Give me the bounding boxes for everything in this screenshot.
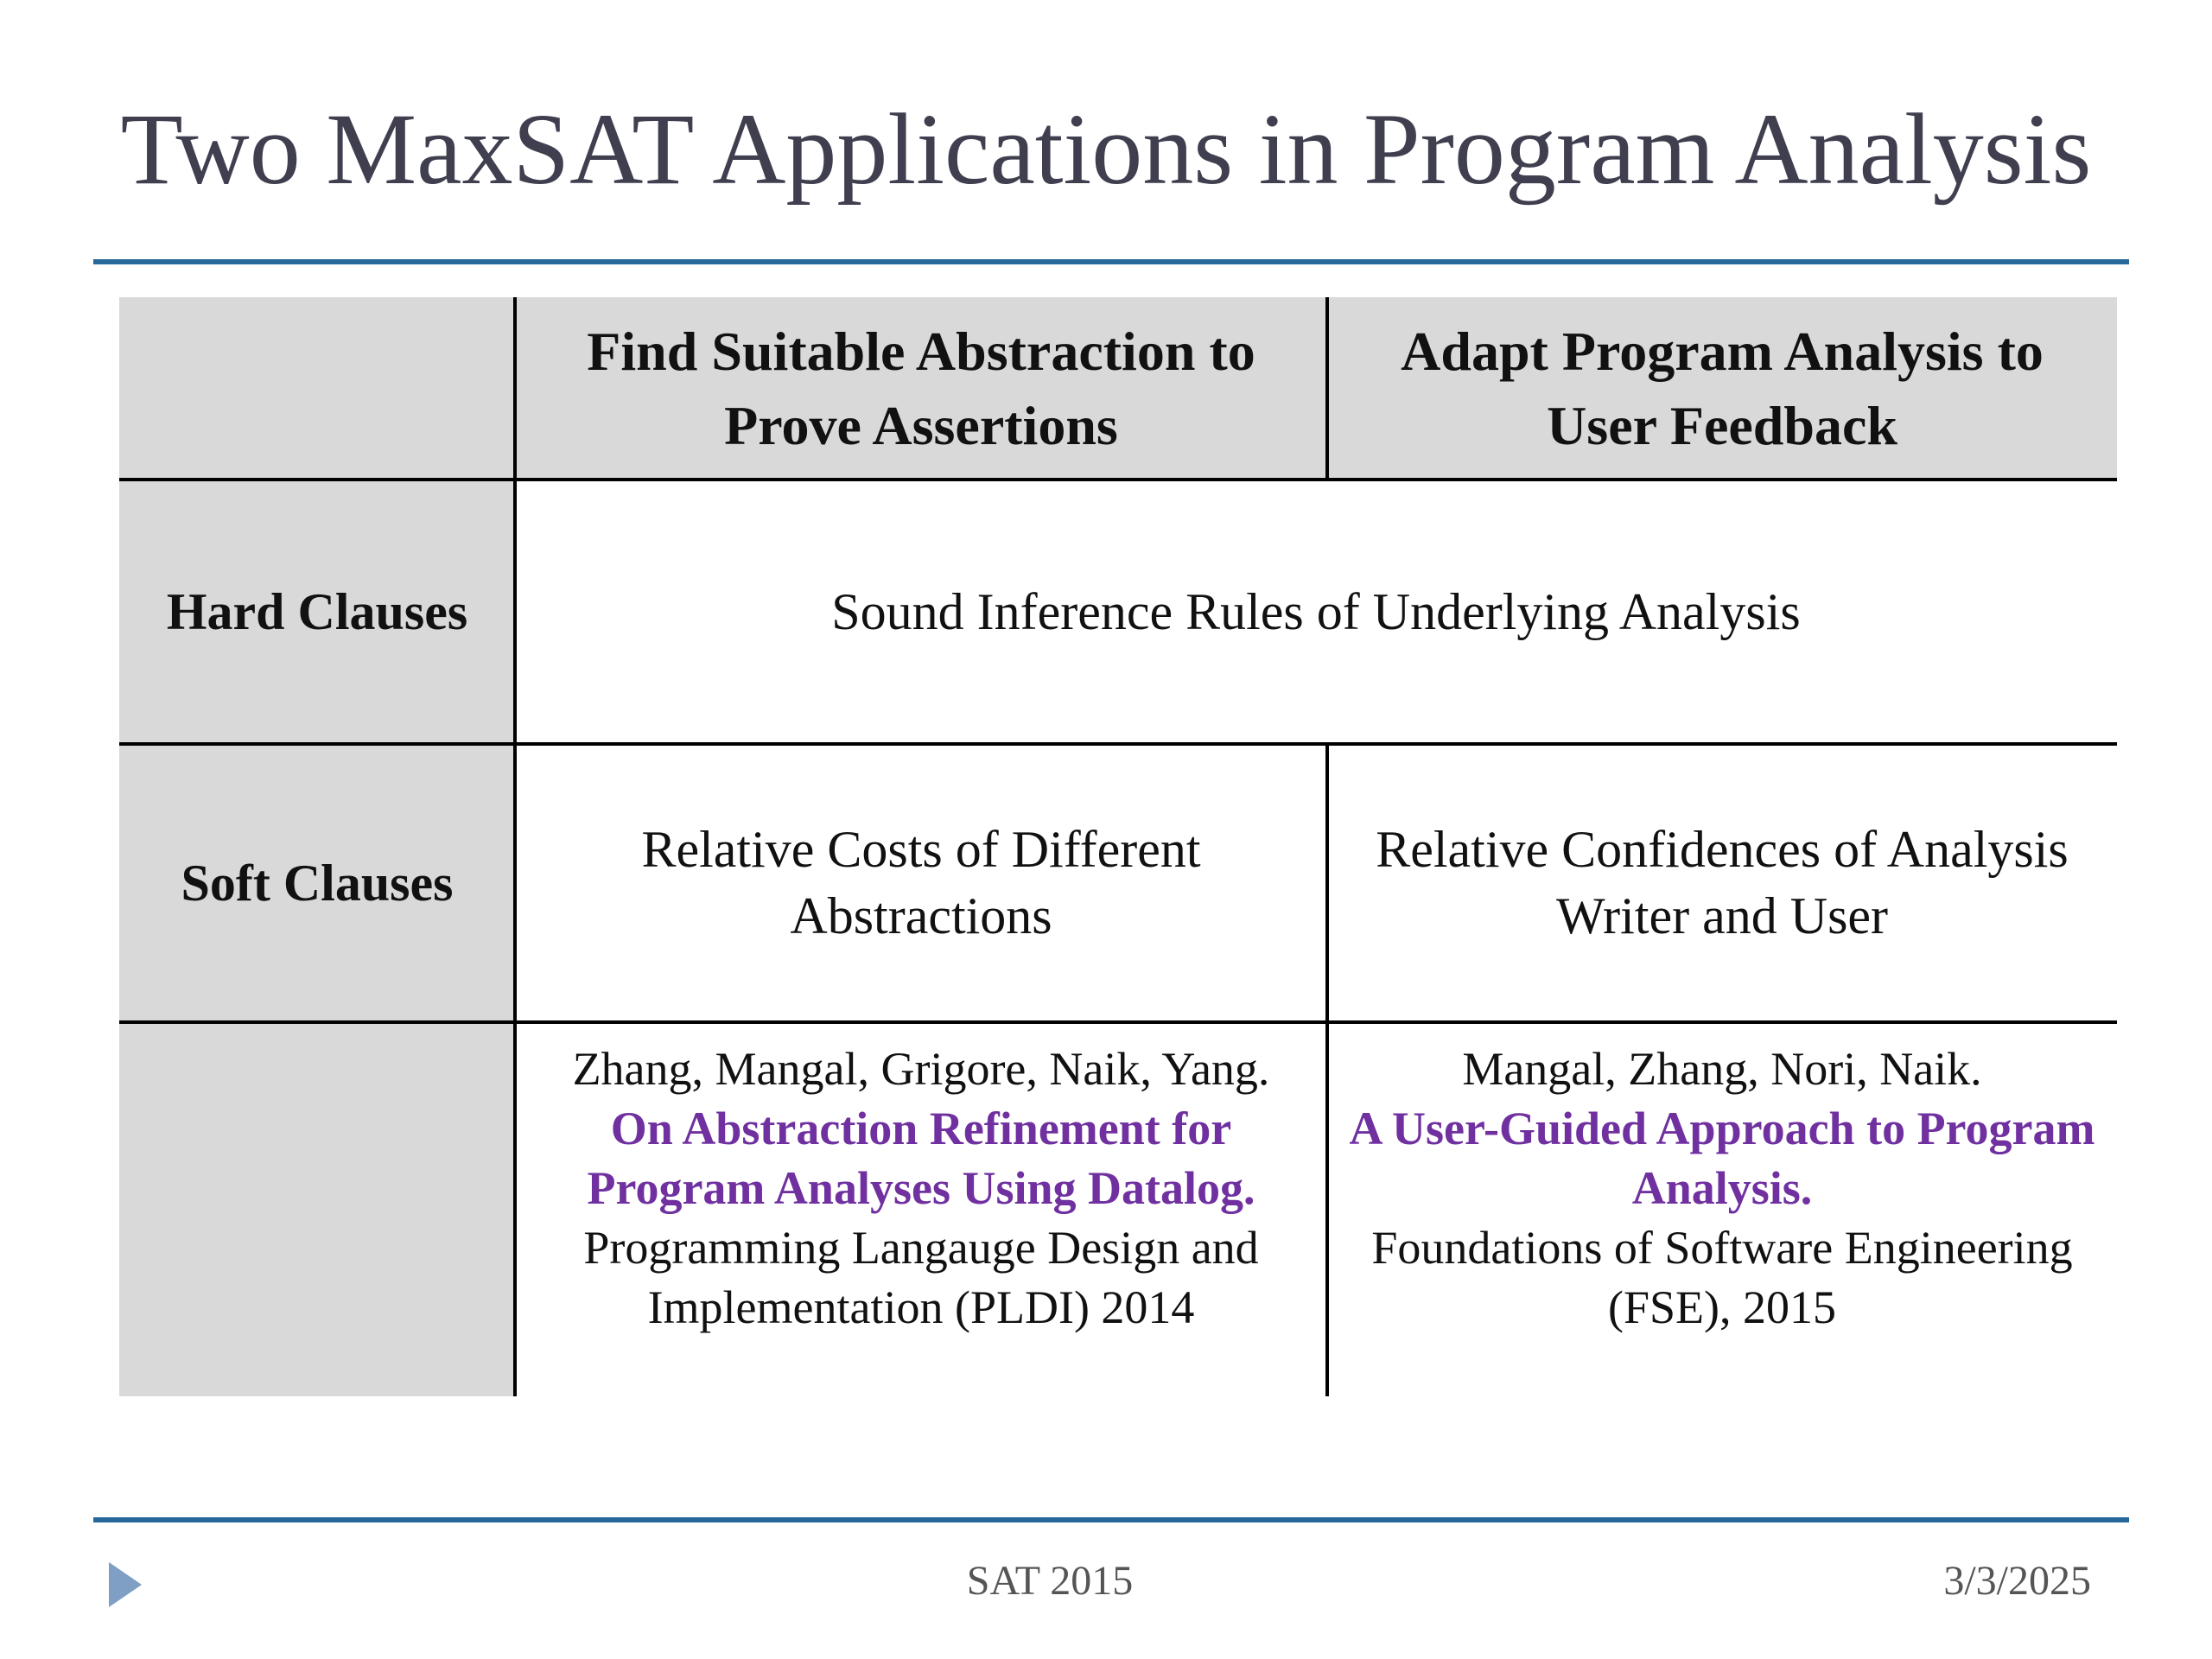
table-line	[119, 742, 2117, 746]
footer-date: 3/3/2025	[1943, 1558, 2091, 1604]
table-line	[119, 478, 2117, 481]
reference-cell-feedback	[1327, 1022, 2117, 1396]
hard-clauses-cell	[515, 480, 2117, 744]
title-divider	[93, 259, 2129, 264]
soft-clauses-abstraction-text: Relative Costs of Different Abstractions	[641, 821, 1201, 944]
play-arrow-icon	[109, 1562, 142, 1607]
reference-authors: Mangal, Zhang, Nori, Naik.	[1462, 1043, 1982, 1095]
footer-event: SAT 2015	[966, 1558, 1134, 1604]
row-header-hard-clauses	[119, 480, 515, 744]
reference-cell-abstraction	[515, 1022, 1327, 1396]
row-header-soft-clauses	[119, 744, 515, 1022]
table-line	[1325, 297, 1329, 480]
footer-divider	[93, 1517, 2129, 1522]
soft-clauses-feedback-cell	[1327, 744, 2117, 1022]
reference-venue: Foundations of Software Engineering (FSE), 2015	[1371, 1222, 2073, 1333]
row-header-hard-clauses-label: Hard Clauses	[166, 583, 468, 640]
reference-paper-title: A User-Guided Approach to Program Analysis.	[1349, 1103, 2095, 1214]
column-header-abstraction	[515, 297, 1327, 480]
soft-clauses-feedback-text: Relative Confidences of Analysis Writer and User	[1376, 821, 2069, 944]
row-header-soft-clauses-label: Soft Clauses	[181, 855, 454, 912]
soft-clauses-abstraction-cell	[515, 744, 1327, 1022]
comparison-table	[119, 297, 2117, 1396]
reference-authors: Zhang, Mangal, Grigore, Naik, Yang.	[572, 1043, 1270, 1095]
table-line	[119, 1020, 2117, 1024]
column-header-feedback-label: Adapt Program Analysis to User Feedback	[1401, 320, 2044, 456]
slide-title: Two MaxSAT Applications in Program Analysis	[120, 92, 2092, 206]
reference-abstraction	[536, 1039, 1306, 1338]
hard-clauses-text: Sound Inference Rules of Underlying Analysis	[831, 582, 1801, 640]
table-line	[513, 297, 517, 1396]
table-line	[1325, 744, 1329, 1396]
column-header-abstraction-label: Find Suitable Abstraction to Prove Assertions	[587, 320, 1255, 456]
reference-venue: Programming Langauge Design and Implementation (PLDI) 2014	[583, 1222, 1259, 1333]
reference-feedback	[1348, 1039, 2096, 1338]
reference-paper-title: On Abstraction Refinement for Program Analyses Using Datalog.	[587, 1103, 1255, 1214]
column-header-feedback	[1327, 297, 2117, 480]
